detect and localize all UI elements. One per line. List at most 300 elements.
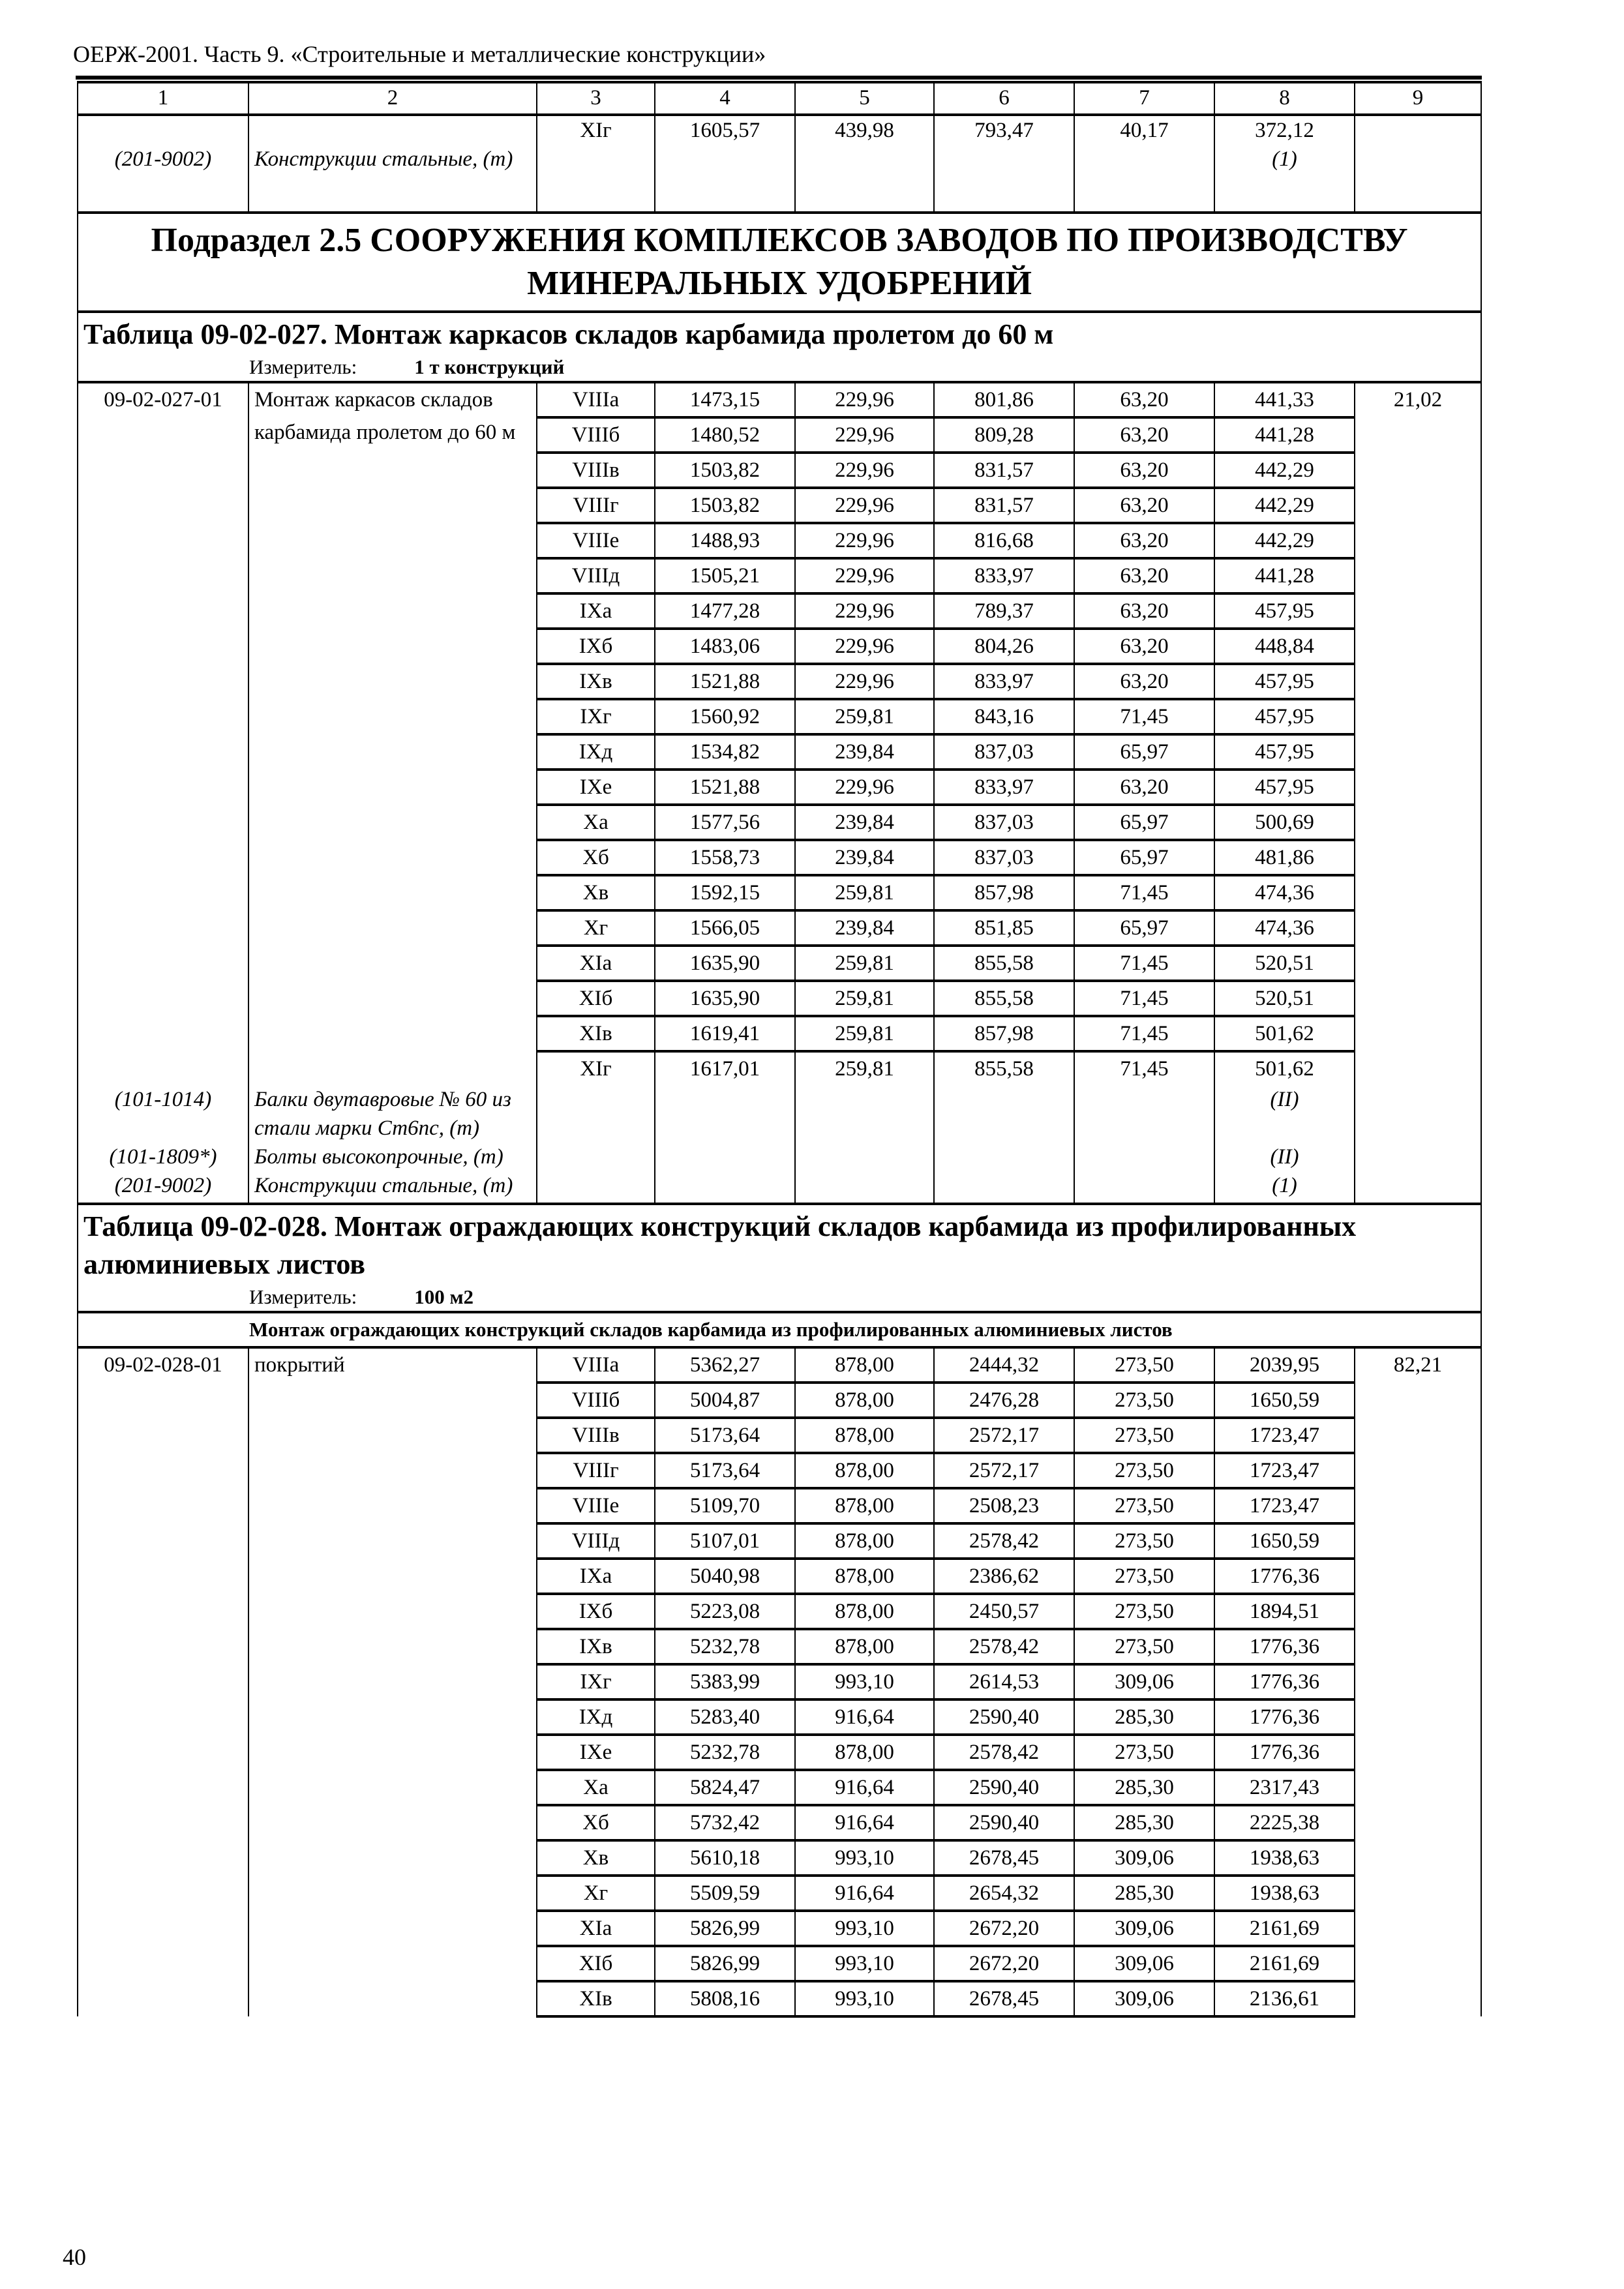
zone-cell: XIб [537, 1946, 655, 1981]
value-cell: 501,62 [1214, 1051, 1355, 1085]
value-cell: 793,47 [934, 115, 1074, 213]
value-cell: 229,96 [795, 593, 934, 629]
zone-cell: IXд [537, 734, 655, 770]
value-cell: 789,37 [934, 593, 1074, 629]
value-cell: 1534,82 [655, 734, 795, 770]
table-title-row [78, 312, 1481, 353]
value-cell: 372,12 [1255, 119, 1314, 142]
value-cell: 2161,69 [1214, 1946, 1355, 1981]
value-cell: 273,50 [1074, 1488, 1214, 1523]
zone-cell: VIIIа [537, 1347, 655, 1383]
value-cell: 1592,15 [655, 875, 795, 910]
value-cell: 1723,47 [1214, 1488, 1355, 1523]
value-cell: 855,58 [934, 1051, 1074, 1085]
value-cell: 1723,47 [1214, 1453, 1355, 1488]
value-cell: 831,57 [934, 453, 1074, 488]
value-cell: 1505,21 [655, 558, 795, 593]
resource-class: (1) [1214, 1171, 1355, 1204]
col-number: 1 [78, 82, 248, 115]
value-cell: 878,00 [795, 1523, 934, 1559]
subheader-row [78, 1312, 1481, 1347]
value-cell: 40,17 [1074, 115, 1214, 213]
value-cell: 2578,42 [934, 1523, 1074, 1559]
value-cell: 442,29 [1214, 488, 1355, 523]
table-028-subheader: Монтаж ограждающих конструкций складов карбамида из профилированных алюминиевых листов [78, 1312, 1481, 1347]
value-cell: 878,00 [795, 1735, 934, 1770]
zone-cell: VIIIа [537, 382, 655, 417]
zone-cell: IXб [537, 1594, 655, 1629]
zone-cell: XIа [537, 946, 655, 981]
value-cell: 309,06 [1074, 1911, 1214, 1946]
measure-row [78, 1283, 1481, 1312]
value-cell: 457,95 [1214, 770, 1355, 805]
resource-code: (201-9002) [78, 115, 248, 213]
value-cell: 229,96 [795, 488, 934, 523]
zone-cell: IXд [537, 1699, 655, 1735]
value-cell: 1488,93 [655, 523, 795, 558]
zone-cell: VIIIд [537, 558, 655, 593]
value-cell: 441,28 [1214, 417, 1355, 453]
empty-cell [1074, 1171, 1214, 1204]
value-cell: 843,16 [934, 699, 1074, 734]
value-cell: 993,10 [795, 1911, 934, 1946]
value-cell: 916,64 [795, 1699, 934, 1735]
rate-name: Монтаж каркасов складов карбамида пролетом до 60 м [248, 382, 537, 1085]
value-cell: 239,84 [795, 734, 934, 770]
resource-class: (1) [1272, 147, 1297, 171]
value-cell: 239,84 [795, 840, 934, 875]
value-cell: 273,50 [1074, 1559, 1214, 1594]
col9-value: 82,21 [1355, 1347, 1481, 2016]
measure-label: Измеритель: [249, 1285, 357, 1308]
value-cell: 5808,16 [655, 1981, 795, 2016]
value-cell: 2672,20 [934, 1946, 1074, 1981]
col-number: 5 [795, 82, 934, 115]
value-cell: 2225,38 [1214, 1805, 1355, 1840]
value-cell: 5826,99 [655, 1946, 795, 1981]
subsection-row [78, 213, 1481, 312]
value-cell: 993,10 [795, 1946, 934, 1981]
value-cell: 993,10 [795, 1664, 934, 1699]
value-cell: 993,10 [795, 1981, 934, 2016]
value-cell: 2572,17 [934, 1453, 1074, 1488]
value-cell: 2572,17 [934, 1418, 1074, 1453]
value-cell: 5610,18 [655, 1840, 795, 1876]
value-cell: 309,06 [1074, 1981, 1214, 2016]
resource-name: Болты высокопрочные, (т) [248, 1143, 537, 1171]
value-cell: 2590,40 [934, 1699, 1074, 1735]
value-cell: 2476,28 [934, 1383, 1074, 1418]
value-cell: 1577,56 [655, 805, 795, 840]
value-cell: 229,96 [795, 770, 934, 805]
value-cell: 804,26 [934, 629, 1074, 664]
measure-row [78, 353, 1481, 382]
value-cell: 1776,36 [1214, 1629, 1355, 1664]
zone-cell: Xв [537, 875, 655, 910]
zone-cell: IXе [537, 1735, 655, 1770]
value-cell: 878,00 [795, 1594, 934, 1629]
measure-unit [78, 353, 1481, 382]
col-number: 6 [934, 82, 1074, 115]
zone-cell: Xа [537, 805, 655, 840]
value-cell: 63,20 [1074, 417, 1214, 453]
value-cell: 1503,82 [655, 453, 795, 488]
empty-cell [795, 1143, 934, 1171]
value-cell: 1938,63 [1214, 1876, 1355, 1911]
value-cell: 1605,57 [655, 115, 795, 213]
value-cell: 63,20 [1074, 453, 1214, 488]
value-cell: 65,97 [1074, 910, 1214, 946]
value-cell: 457,95 [1214, 734, 1355, 770]
table-row [78, 115, 1481, 213]
zone-cell: VIIIг [537, 1453, 655, 1488]
value-cell: 273,50 [1074, 1418, 1214, 1453]
resource-name: Конструкции стальные, (т) [248, 115, 537, 213]
value-cell: 1776,36 [1214, 1559, 1355, 1594]
value-cell: 857,98 [934, 1016, 1074, 1051]
resource-code: (201-9002) [78, 1171, 248, 1204]
header-rule [76, 76, 1482, 80]
empty-cell [655, 1085, 795, 1143]
zone-cell: IXб [537, 629, 655, 664]
value-cell: 500,69 [1214, 805, 1355, 840]
zone-cell: Xг [537, 1876, 655, 1911]
value-cell: 2450,57 [934, 1594, 1074, 1629]
value-cell: 1776,36 [1214, 1735, 1355, 1770]
value-cell: 1480,52 [655, 417, 795, 453]
value-cell: 474,36 [1214, 875, 1355, 910]
table-row [78, 1347, 1481, 1383]
value-cell: 71,45 [1074, 1051, 1214, 1085]
empty-cell [934, 1171, 1074, 1204]
zone-cell: VIIIв [537, 453, 655, 488]
value-cell: 1483,06 [655, 629, 795, 664]
subsection-title: Подраздел 2.5 СООРУЖЕНИЯ КОМПЛЕКСОВ ЗАВОДОВ ПО ПРОИЗВОДСТВУ МИНЕРАЛЬНЫХ УДОБРЕНИЙ [78, 213, 1481, 312]
value-cell: 259,81 [795, 1051, 934, 1085]
value-cell: 229,96 [795, 417, 934, 453]
value-cell: 1560,92 [655, 699, 795, 734]
value-cell: 457,95 [1214, 593, 1355, 629]
value-cell: 229,96 [795, 664, 934, 699]
resource-name: Конструкции стальные, (т) [248, 1171, 537, 1204]
resource-name: Балки двутавровые № 60 из стали марки Ст6пс, (т) [248, 1085, 537, 1143]
zone-cell: XIб [537, 981, 655, 1016]
measure-label: Измеритель: [249, 355, 357, 378]
value-cell: 229,96 [795, 629, 934, 664]
value-cell: 442,29 [1214, 453, 1355, 488]
value-cell: 2678,45 [934, 1981, 1074, 2016]
value-cell: 63,20 [1074, 523, 1214, 558]
col-number: 4 [655, 82, 795, 115]
empty-cell [1074, 1143, 1214, 1171]
value-cell: 2039,95 [1214, 1347, 1355, 1383]
value-cell: 229,96 [795, 453, 934, 488]
value-cell: 993,10 [795, 1840, 934, 1876]
value-cell: 2508,23 [934, 1488, 1074, 1523]
value-cell: 239,84 [795, 805, 934, 840]
value-cell: 855,58 [934, 946, 1074, 981]
zone-cell: IXг [537, 699, 655, 734]
value-cell: 285,30 [1074, 1805, 1214, 1840]
value-cell: 285,30 [1074, 1876, 1214, 1911]
value-cell: 474,36 [1214, 910, 1355, 946]
empty-cell [537, 1085, 655, 1143]
zone-cell: IXе [537, 770, 655, 805]
value-cell: 2590,40 [934, 1770, 1074, 1805]
value-cell: 65,97 [1074, 734, 1214, 770]
rate-code: 09-02-027-01 [78, 382, 248, 1085]
value-cell: 2654,32 [934, 1876, 1074, 1911]
value-cell: 71,45 [1074, 946, 1214, 981]
value-cell: 1503,82 [655, 488, 795, 523]
value-cell: 916,64 [795, 1805, 934, 1840]
value-cell: 1558,73 [655, 840, 795, 875]
value-cell: 63,20 [1074, 593, 1214, 629]
table-title-row [78, 1204, 1481, 1283]
resource-class: (II) [1214, 1085, 1355, 1143]
empty-cell [795, 1085, 934, 1143]
value-cell: 63,20 [1074, 664, 1214, 699]
value-cell: 259,81 [795, 1016, 934, 1051]
resource-class: (II) [1214, 1143, 1355, 1171]
value-cell: 273,50 [1074, 1594, 1214, 1629]
value-cell: 239,84 [795, 910, 934, 946]
zone-cell: IXг [537, 1664, 655, 1699]
zone-cell: VIIIб [537, 417, 655, 453]
zone-cell: Xа [537, 1770, 655, 1805]
running-head: ОЕРЖ-2001. Часть 9. «Строительные и металлические конструкции» [73, 41, 766, 67]
col-number: 3 [537, 82, 655, 115]
value-cell: 2672,20 [934, 1911, 1074, 1946]
col-number: 8 [1214, 82, 1355, 115]
zone-cell: XIа [537, 1911, 655, 1946]
value-cell: 309,06 [1074, 1946, 1214, 1981]
value-cell: 259,81 [795, 946, 934, 981]
value-cell: 273,50 [1074, 1629, 1214, 1664]
value-cell: 878,00 [795, 1559, 934, 1594]
value-cell: 259,81 [795, 875, 934, 910]
value-cell: 833,97 [934, 558, 1074, 593]
value-cell: 5223,08 [655, 1594, 795, 1629]
value-cell: 273,50 [1074, 1735, 1214, 1770]
value-cell: 1521,88 [655, 770, 795, 805]
value-cell: 916,64 [795, 1770, 934, 1805]
value-cell: 259,81 [795, 699, 934, 734]
resource-row [78, 1143, 1481, 1171]
value-cell: 2386,62 [934, 1559, 1074, 1594]
value-cell: 309,06 [1074, 1664, 1214, 1699]
value-cell: 63,20 [1074, 558, 1214, 593]
value-cell: 1473,15 [655, 382, 795, 417]
value-cell: 259,81 [795, 981, 934, 1016]
value-cell: 285,30 [1074, 1770, 1214, 1805]
value-cell: 273,50 [1074, 1383, 1214, 1418]
value-cell: 229,96 [795, 523, 934, 558]
col-number: 2 [248, 82, 537, 115]
empty-cell [655, 1171, 795, 1204]
rate-name: покрытий [248, 1347, 537, 2016]
value-cell: 501,62 [1214, 1016, 1355, 1051]
empty-cell [655, 1143, 795, 1171]
value-cell: 809,28 [934, 417, 1074, 453]
value-cell: 65,97 [1074, 805, 1214, 840]
value-cell: 916,64 [795, 1876, 934, 1911]
value-cell: 63,20 [1074, 488, 1214, 523]
value-cell: 273,50 [1074, 1523, 1214, 1559]
empty-cell [1074, 1085, 1214, 1143]
col-number: 9 [1355, 82, 1481, 115]
value-cell: 5383,99 [655, 1664, 795, 1699]
empty-cell [1355, 115, 1481, 213]
value-cell: 1617,01 [655, 1051, 795, 1085]
value-cell: 851,85 [934, 910, 1074, 946]
rate-code: 09-02-028-01 [78, 1347, 248, 2016]
empty-cell [934, 1143, 1074, 1171]
zone-cell: IXв [537, 1629, 655, 1664]
measure-value: 100 м2 [414, 1285, 474, 1308]
value-cell: 457,95 [1214, 664, 1355, 699]
zone-cell: VIIIб [537, 1383, 655, 1418]
zone-cell: XIг [537, 115, 655, 213]
value-cell: 833,97 [934, 770, 1074, 805]
value-cell: 878,00 [795, 1383, 934, 1418]
value-cell: 1566,05 [655, 910, 795, 946]
zone-cell: XIв [537, 1016, 655, 1051]
value-cell: 273,50 [1074, 1347, 1214, 1383]
table-028-title: Таблица 09-02-028. Монтаж ограждающих конструкций складов карбамида из профилированных алюминиевых листов [78, 1204, 1481, 1283]
value-cell: 5232,78 [655, 1629, 795, 1664]
value-cell: 285,30 [1074, 1699, 1214, 1735]
value-cell: 1635,90 [655, 946, 795, 981]
value-cell: 1635,90 [655, 981, 795, 1016]
value-cell: 520,51 [1214, 981, 1355, 1016]
zone-cell: IXв [537, 664, 655, 699]
zone-cell: Xб [537, 840, 655, 875]
table-027-title: Таблица 09-02-027. Монтаж каркасов складов карбамида пролетом до 60 м [78, 312, 1481, 353]
value-cell: 5826,99 [655, 1911, 795, 1946]
value-cell: 5232,78 [655, 1735, 795, 1770]
value-cell: 1938,63 [1214, 1840, 1355, 1876]
value-cell: 5824,47 [655, 1770, 795, 1805]
resource-code: (101-1809*) [78, 1143, 248, 1171]
zone-cell: XIг [537, 1051, 655, 1085]
value-cell: 1650,59 [1214, 1523, 1355, 1559]
value-cell: 229,96 [795, 558, 934, 593]
value-cell: 878,00 [795, 1488, 934, 1523]
value-cell: 5173,64 [655, 1453, 795, 1488]
value-cell: 71,45 [1074, 981, 1214, 1016]
value-cell: 5362,27 [655, 1347, 795, 1383]
value-cell: 2678,45 [934, 1840, 1074, 1876]
value-cell: 816,68 [934, 523, 1074, 558]
value-cell: 442,29 [1214, 523, 1355, 558]
zone-cell: VIIIв [537, 1418, 655, 1453]
zone-cell: Xг [537, 910, 655, 946]
value-cell: 5283,40 [655, 1699, 795, 1735]
value-cell: 441,28 [1214, 558, 1355, 593]
value-cell: 1477,28 [655, 593, 795, 629]
measure-value: 1 т конструкций [414, 355, 565, 378]
value-cell: 439,98 [795, 115, 934, 213]
value-cell: 837,03 [934, 734, 1074, 770]
value-cell: 2136,61 [1214, 1981, 1355, 2016]
value-cell: 2578,42 [934, 1629, 1074, 1664]
value-cell: 5173,64 [655, 1418, 795, 1453]
value-cell: 2161,69 [1214, 1911, 1355, 1946]
table-row [78, 382, 1481, 417]
value-cell: 520,51 [1214, 946, 1355, 981]
resource-row [78, 1171, 1481, 1204]
zone-cell: IXа [537, 1559, 655, 1594]
value-cell: 5040,98 [655, 1559, 795, 1594]
zone-cell: VIIIг [537, 488, 655, 523]
value-cell: 63,20 [1074, 629, 1214, 664]
value-cell: 837,03 [934, 840, 1074, 875]
value-cell: 1776,36 [1214, 1664, 1355, 1699]
value-cell: 5109,70 [655, 1488, 795, 1523]
value-cell: 448,84 [1214, 629, 1355, 664]
empty-cell [934, 1085, 1074, 1143]
value-cell: 5732,42 [655, 1805, 795, 1840]
value-cell: 2444,32 [934, 1347, 1074, 1383]
column-numbers-row [78, 82, 1481, 115]
value-cell: 229,96 [795, 382, 934, 417]
value-cell: 5004,87 [655, 1383, 795, 1418]
value-cell: 1894,51 [1214, 1594, 1355, 1629]
rates-table [77, 81, 1482, 2018]
value-cell: 878,00 [795, 1453, 934, 1488]
zone-cell: XIв [537, 1981, 655, 2016]
value-cell: 71,45 [1074, 1016, 1214, 1051]
value-cell: 71,45 [1074, 699, 1214, 734]
col-number: 7 [1074, 82, 1214, 115]
col9-value: 21,02 [1355, 382, 1481, 1204]
value-cell: 2578,42 [934, 1735, 1074, 1770]
value-cell: 5509,59 [655, 1876, 795, 1911]
value-cell: 63,20 [1074, 770, 1214, 805]
value-cell: 1723,47 [1214, 1418, 1355, 1453]
value-cell: 833,97 [934, 664, 1074, 699]
value-cell: 441,33 [1214, 382, 1355, 417]
zone-cell: Xб [537, 1805, 655, 1840]
value-cell: 457,95 [1214, 699, 1355, 734]
value-cell: 831,57 [934, 488, 1074, 523]
zone-cell: VIIIд [537, 1523, 655, 1559]
value-cell: 1650,59 [1214, 1383, 1355, 1418]
value-cell: 857,98 [934, 875, 1074, 910]
empty-cell [537, 1171, 655, 1204]
value-cell: 801,86 [934, 382, 1074, 417]
zone-cell: Xв [537, 1840, 655, 1876]
zone-cell: IXа [537, 593, 655, 629]
empty-cell [795, 1171, 934, 1204]
value-cell: 309,06 [1074, 1840, 1214, 1876]
value-cell: 855,58 [934, 981, 1074, 1016]
value-cell: 1776,36 [1214, 1699, 1355, 1735]
value-cell: 1619,41 [655, 1016, 795, 1051]
value-cell: 1521,88 [655, 664, 795, 699]
value-cell: 63,20 [1074, 382, 1214, 417]
value-cell-group [1214, 115, 1355, 213]
value-cell: 2317,43 [1214, 1770, 1355, 1805]
value-cell: 481,86 [1214, 840, 1355, 875]
resource-code: (101-1014) [78, 1085, 248, 1143]
measure-unit [78, 1283, 1481, 1312]
value-cell: 273,50 [1074, 1453, 1214, 1488]
zone-cell: VIIIе [537, 1488, 655, 1523]
value-cell: 71,45 [1074, 875, 1214, 910]
empty-cell [537, 1143, 655, 1171]
